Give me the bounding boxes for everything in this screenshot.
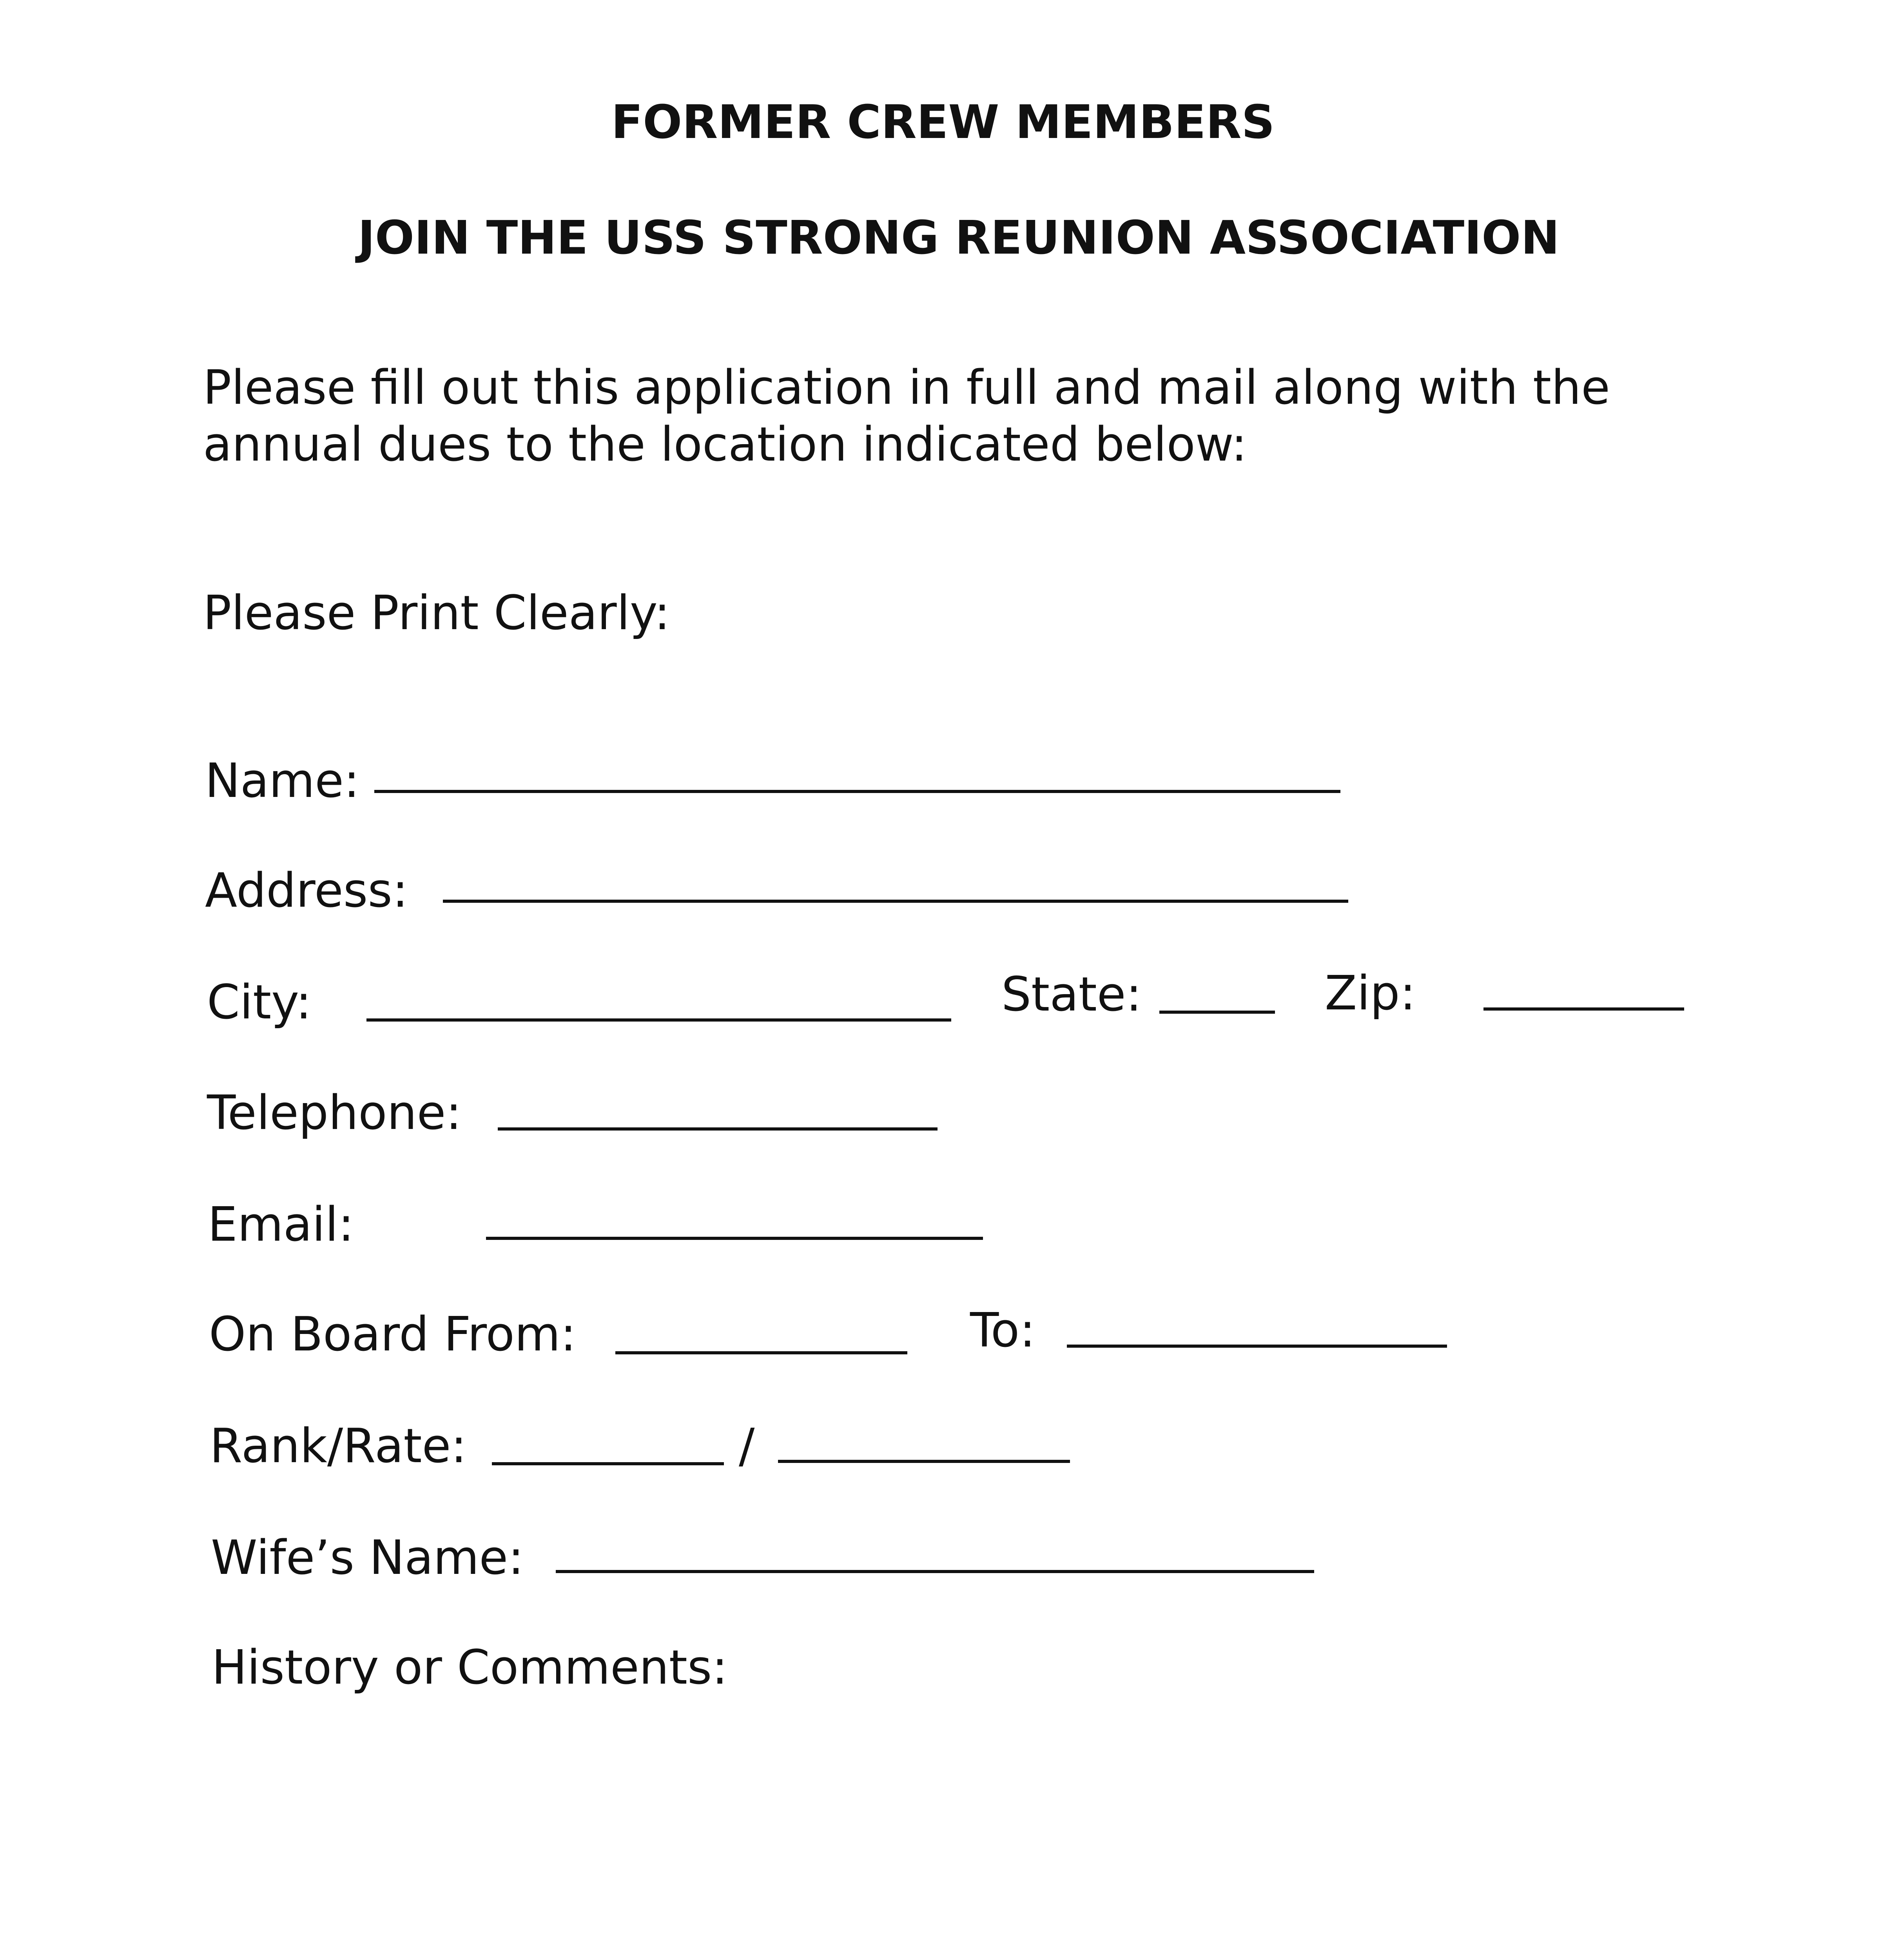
city-field[interactable]	[366, 1018, 951, 1022]
history-comments-area[interactable]	[212, 1709, 1662, 1929]
intro-line-1: Please fill out this application in full and mail along with the	[203, 361, 1610, 415]
on-board-from-field[interactable]	[615, 1351, 907, 1354]
state-label: State:	[1001, 967, 1142, 1022]
name-field[interactable]	[374, 790, 1340, 793]
city-label: City:	[207, 975, 312, 1030]
rank-rate-label: Rank/Rate:	[210, 1419, 467, 1474]
wifes-name-field[interactable]	[556, 1570, 1314, 1573]
name-label: Name:	[205, 754, 360, 808]
on-board-to-field[interactable]	[1067, 1345, 1447, 1348]
history-comments-label: History or Comments:	[212, 1641, 728, 1695]
on-board-to-label: To:	[970, 1303, 1035, 1358]
page-title: FORMER CREW MEMBERS	[611, 95, 1275, 149]
page-subtitle: JOIN THE USS STRONG REUNION ASSOCIATION	[357, 211, 1560, 265]
address-label: Address:	[205, 864, 408, 918]
intro-line-2: annual dues to the location indicated below:	[203, 417, 1247, 472]
wifes-name-label: Wife’s Name:	[211, 1531, 524, 1585]
on-board-from-label: On Board From:	[209, 1307, 577, 1362]
telephone-label: Telephone:	[207, 1086, 462, 1140]
telephone-field[interactable]	[498, 1127, 938, 1131]
address-field[interactable]	[443, 900, 1348, 903]
zip-label: Zip:	[1325, 966, 1416, 1021]
state-field[interactable]	[1159, 1011, 1275, 1014]
email-field[interactable]	[486, 1237, 983, 1240]
email-label: Email:	[208, 1198, 354, 1252]
rank-rate-separator: /	[739, 1419, 755, 1474]
zip-field[interactable]	[1483, 1007, 1684, 1011]
print-clearly-instruction: Please Print Clearly:	[203, 586, 670, 641]
rate-field[interactable]	[778, 1460, 1070, 1463]
rank-field[interactable]	[492, 1462, 724, 1465]
